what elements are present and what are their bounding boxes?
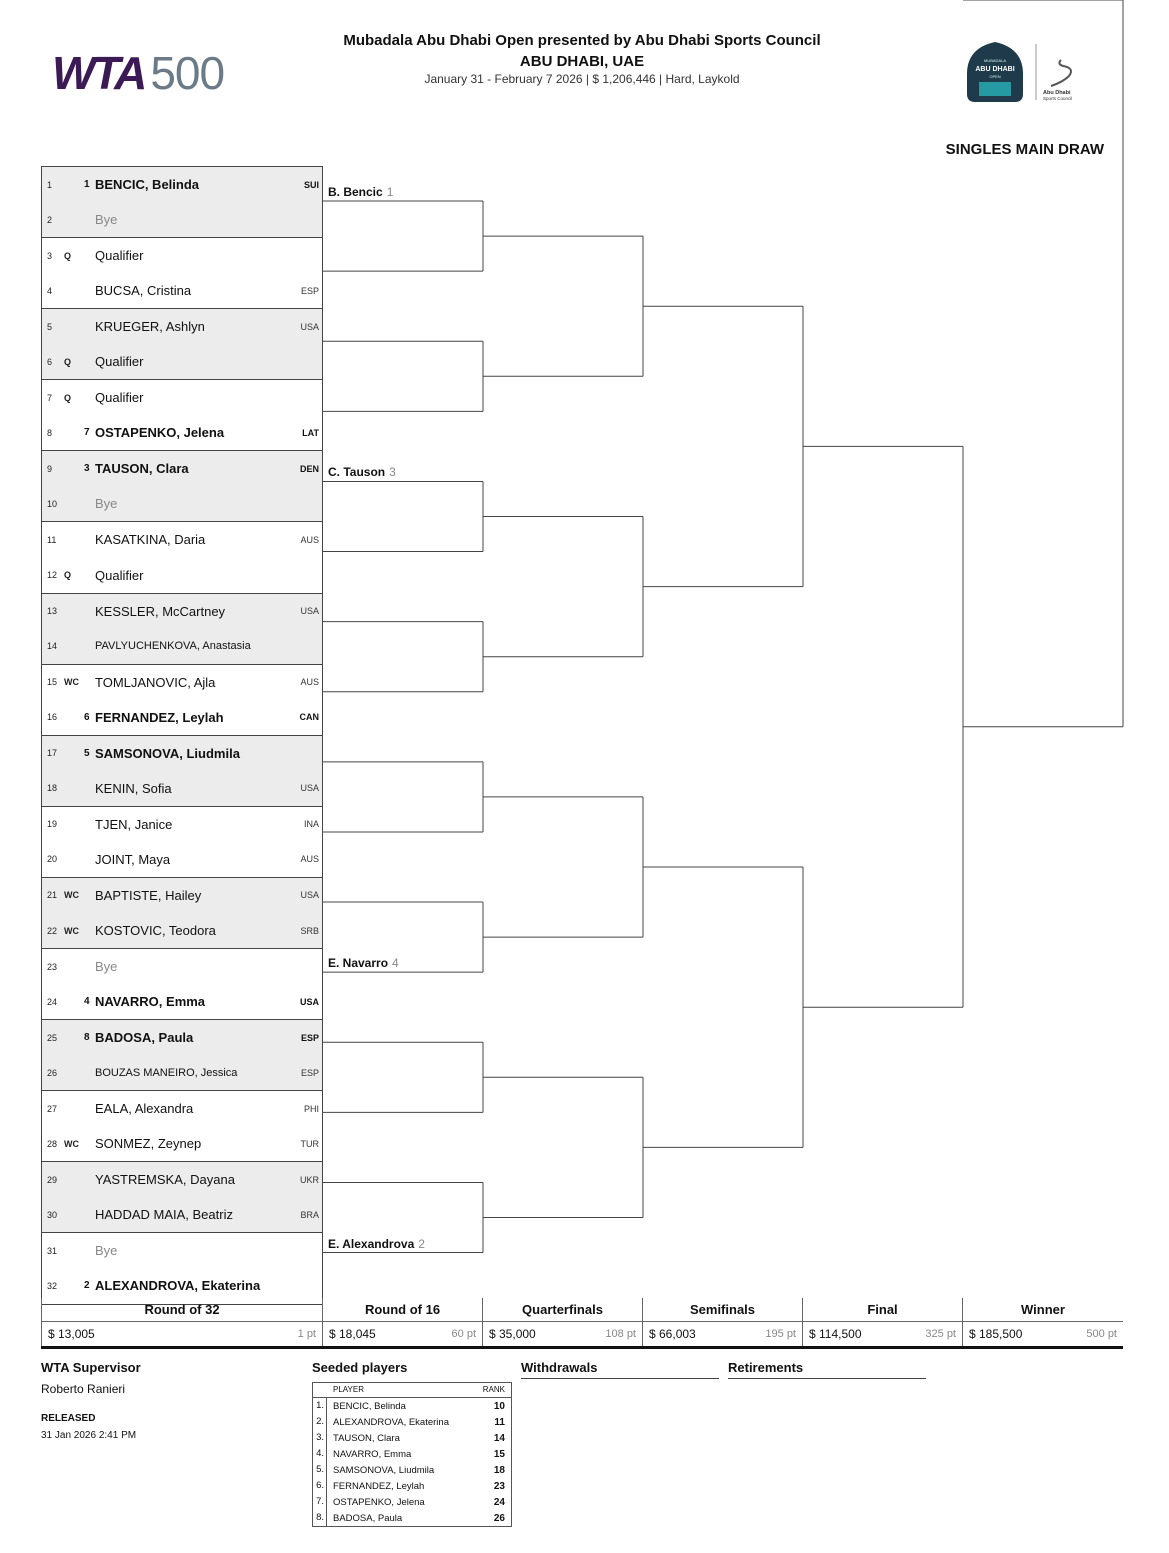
player-name: EALA, Alexandra: [95, 1101, 194, 1117]
player-row: [42, 486, 322, 521]
country-code: TUR: [300, 1138, 319, 1149]
seed-number: 5: [84, 747, 90, 759]
seed-index: 8.: [313, 1510, 327, 1526]
draw-position: 3: [47, 250, 53, 261]
player-name: Bye: [95, 212, 118, 228]
round-prize: $ 66,003: [649, 1327, 696, 1341]
seed-rank: 14: [493, 1432, 505, 1444]
round-points: 1 pt: [297, 1328, 316, 1340]
seed-row: [313, 1462, 511, 1478]
round-label: Quarterfinals: [483, 1298, 642, 1322]
country-code: USA: [300, 321, 319, 332]
round-prize-row: [42, 1322, 322, 1346]
seeds-header: [313, 1383, 511, 1398]
seed-rank: 23: [493, 1480, 505, 1492]
supervisor-label: WTA Supervisor: [41, 1360, 141, 1375]
round-prize-row: [643, 1322, 802, 1346]
seeded-players-table: [312, 1382, 512, 1527]
player-name: FERNANDEZ, Leylah: [95, 709, 224, 725]
advancing-player: [328, 956, 399, 970]
country-code: DEN: [299, 463, 319, 474]
player-name: Bye: [95, 1243, 118, 1259]
seed-number: 2: [84, 1280, 90, 1292]
match-block: [41, 664, 323, 735]
player-row: [42, 594, 322, 629]
country-code: SRB: [300, 925, 319, 936]
player-row: [42, 558, 322, 593]
released-label: RELEASED: [41, 1413, 96, 1424]
advancing-player-name: E. Alexandrova: [328, 1236, 415, 1251]
round-points: 500 pt: [1086, 1328, 1117, 1340]
seed-rank: 26: [493, 1512, 505, 1524]
match-block: [41, 735, 323, 806]
seed-row: [313, 1494, 511, 1510]
match-block: [41, 237, 323, 308]
player-name: TOMLJANOVIC, Ajla: [95, 674, 216, 690]
country-code: USA: [299, 996, 319, 1007]
player-row: [42, 1197, 322, 1232]
draw-position: 19: [47, 819, 58, 830]
draw-position: 2: [47, 214, 53, 225]
draw-position: 12: [47, 570, 58, 581]
round-prize: $ 13,005: [48, 1327, 95, 1341]
player-row: [42, 1055, 322, 1090]
match-block: [41, 877, 323, 948]
player-row: [42, 665, 322, 700]
player-name: BUCSA, Cristina: [95, 283, 192, 299]
seed-row: [313, 1446, 511, 1462]
match-block: [41, 948, 323, 1019]
seed-rank: 10: [493, 1400, 505, 1412]
draw-position: 13: [47, 606, 58, 617]
player-row: [42, 1020, 322, 1055]
seed-number: 8: [84, 1032, 90, 1044]
player-name: SONMEZ, Zeynep: [95, 1136, 202, 1152]
entry-type: WC: [64, 1138, 79, 1149]
draw-position: 20: [47, 854, 58, 865]
round-label: Final: [803, 1298, 962, 1322]
match-block: [41, 1090, 323, 1161]
advancing-player-seed: 4: [392, 956, 399, 971]
player-name: BOUZAS MANEIRO, Jessica: [95, 1066, 238, 1079]
player-row: [42, 1233, 322, 1268]
seed-player-name: BENCIC, Belinda: [333, 1400, 406, 1412]
draw-position: 21: [47, 890, 58, 901]
draw-position: 7: [47, 392, 53, 403]
seed-rank: 11: [494, 1416, 505, 1428]
advancing-player: [328, 465, 396, 479]
draw-position: 14: [47, 641, 58, 652]
seed-row: [313, 1414, 511, 1430]
country-code: ESP: [300, 285, 319, 296]
entry-type: WC: [64, 925, 79, 936]
player-name: KOSTOVIC, Teodora: [95, 923, 216, 938]
match-block: [41, 308, 323, 379]
round-label: Round of 32: [42, 1298, 322, 1322]
round-prize-row: [803, 1322, 962, 1346]
draw-position: 16: [47, 712, 58, 723]
country-code: AUS: [300, 534, 319, 545]
retirements-label: Retirements: [728, 1360, 804, 1375]
draw-position: 30: [47, 1209, 58, 1220]
player-name: TAUSON, Clara: [95, 461, 189, 477]
country-code: USA: [300, 606, 319, 617]
player-name: BENCIC, Belinda: [95, 177, 200, 193]
prize-column: [802, 1298, 962, 1346]
country-code: USA: [300, 783, 319, 794]
seeds-header-rank: RANK: [482, 1385, 505, 1394]
country-code: INA: [303, 819, 319, 830]
country-code: LAT: [302, 427, 319, 438]
draw-title: SINGLES MAIN DRAW: [945, 141, 1104, 158]
player-name: Qualifier: [95, 354, 144, 370]
draw-position: 24: [47, 996, 58, 1007]
match-block: [41, 593, 323, 664]
player-row: [42, 344, 322, 379]
draw-position: 5: [47, 321, 53, 332]
country-code: AUS: [300, 677, 319, 688]
player-name: KASATKINA, Daria: [95, 532, 206, 548]
released-time: 31 Jan 2026 2:41 PM: [41, 1430, 137, 1441]
draw-position: 25: [47, 1032, 58, 1043]
abu-dhabi-open-logo: [963, 38, 1083, 104]
player-row: [42, 1162, 322, 1197]
round-prize: $ 18,045: [329, 1327, 376, 1341]
draw-position: 31: [47, 1245, 58, 1256]
draw-position: 27: [47, 1103, 58, 1114]
player-name: Bye: [95, 959, 118, 975]
seed-rank: 24: [493, 1496, 505, 1508]
player-name: Qualifier: [95, 248, 144, 264]
country-code: PHI: [303, 1103, 319, 1114]
seed-number: 4: [84, 996, 90, 1008]
tournament-header: [340, 32, 824, 86]
round-label: Semifinals: [643, 1298, 802, 1322]
player-name: ALEXANDROVA, Ekaterina: [95, 1278, 261, 1294]
player-row: [42, 629, 322, 664]
player-row: [42, 309, 322, 344]
seeded-players-label: Seeded players: [312, 1360, 408, 1375]
player-row: [42, 771, 322, 806]
entry-type: Q: [64, 392, 72, 403]
country-code: CAN: [299, 712, 319, 723]
draw-position: 29: [47, 1174, 58, 1185]
match-block: [41, 521, 323, 592]
tournament-details: January 31 - February 7 2026 | $ 1,206,446 | Hard, Laykold: [424, 72, 740, 86]
player-row: [42, 807, 322, 842]
withdrawals-label: Withdrawals: [521, 1360, 598, 1375]
draw-position: 10: [47, 498, 58, 509]
player-name: KESSLER, McCartney: [95, 603, 226, 619]
seeds-header-player: PLAYER: [333, 1385, 364, 1394]
seed-row: [313, 1398, 511, 1414]
player-name: Qualifier: [95, 567, 144, 583]
round-points: 325 pt: [925, 1328, 956, 1340]
round-label: Winner: [963, 1298, 1123, 1322]
tournament-level: 500: [150, 47, 225, 99]
country-code: BRA: [300, 1209, 319, 1220]
advancing-player: [328, 1237, 425, 1251]
seed-player-name: TAUSON, Clara: [333, 1432, 400, 1444]
player-name: Qualifier: [95, 390, 144, 406]
draw-position: 1: [47, 179, 53, 190]
round-prize-row: [483, 1322, 642, 1346]
round-prize: $ 35,000: [489, 1327, 536, 1341]
prize-column: [482, 1298, 642, 1346]
seed-index: 1.: [313, 1398, 327, 1414]
player-name: KRUEGER, Ashlyn: [95, 319, 205, 335]
advancing-player-seed: 3: [389, 465, 396, 480]
draw-position: 26: [47, 1067, 58, 1078]
draw-position: 6: [47, 356, 53, 367]
seed-player-name: NAVARRO, Emma: [333, 1448, 412, 1460]
seed-number: 1: [84, 179, 90, 191]
prize-column: [642, 1298, 802, 1346]
player-row: [42, 238, 322, 273]
match-block: [41, 166, 323, 237]
seed-index: 3.: [313, 1430, 327, 1446]
seed-index: 4.: [313, 1446, 327, 1462]
player-name: Bye: [95, 496, 118, 512]
match-block: [41, 1232, 323, 1304]
country-code: ESP: [300, 1067, 319, 1078]
player-name: BAPTISTE, Hailey: [95, 887, 202, 903]
player-row: [42, 878, 322, 913]
seed-number: 6: [84, 711, 90, 723]
player-row: [42, 1091, 322, 1126]
player-row: [42, 167, 322, 202]
player-name: JOINT, Maya: [95, 851, 171, 867]
round-points: 60 pt: [451, 1328, 476, 1340]
player-name: BADOSA, Paula: [95, 1030, 194, 1046]
seed-row: [313, 1510, 511, 1526]
player-row: [42, 913, 322, 948]
seed-index: 5.: [313, 1462, 327, 1478]
prize-money-table: [41, 1298, 1123, 1349]
player-name: OSTAPENKO, Jelena: [95, 425, 225, 441]
round-prize: $ 185,500: [969, 1327, 1023, 1341]
withdrawals-rule: [521, 1378, 719, 1379]
council-logo-line1: Abu Dhabi: [1043, 90, 1071, 96]
player-name: PAVLYUCHENKOVA, Anastasia: [95, 640, 251, 653]
player-name: NAVARRO, Emma: [95, 994, 206, 1010]
country-code: AUS: [300, 854, 319, 865]
player-name: YASTREMSKA, Dayana: [95, 1172, 235, 1188]
advancing-player-name: E. Navarro: [328, 956, 389, 971]
prize-column: [322, 1298, 482, 1346]
match-block: [41, 1019, 323, 1090]
seed-row: [313, 1430, 511, 1446]
player-list: [41, 166, 323, 1305]
seed-row: [313, 1478, 511, 1494]
seed-player-name: BADOSA, Paula: [333, 1512, 403, 1524]
advancing-player-name: C. Tauson: [328, 465, 386, 480]
seed-number: 3: [84, 463, 90, 475]
seed-rank: 18: [493, 1464, 505, 1476]
supervisor-name: Roberto Ranieri: [41, 1382, 126, 1396]
seed-index: 2.: [313, 1414, 327, 1430]
draw-position: 9: [47, 463, 53, 474]
draw-position: 23: [47, 961, 58, 972]
seed-player-name: ALEXANDROVA, Ekaterina: [333, 1416, 449, 1428]
player-row: [42, 700, 322, 735]
player-name: TJEN, Janice: [95, 816, 173, 832]
advancing-player-name: B. Bencic: [328, 185, 383, 200]
player-row: [42, 949, 322, 984]
round-prize-row: [323, 1322, 482, 1346]
match-block: [41, 1161, 323, 1232]
player-row: [42, 202, 322, 237]
country-code: SUI: [303, 179, 319, 190]
draw-position: 22: [47, 925, 58, 936]
seed-index: 6.: [313, 1478, 327, 1494]
player-row: [42, 842, 322, 877]
player-row: [42, 1126, 322, 1161]
entry-type: WC: [64, 677, 79, 688]
round-prize: $ 114,500: [809, 1327, 862, 1341]
draw-position: 18: [47, 783, 58, 794]
round-points: 108 pt: [605, 1328, 636, 1340]
seed-player-name: FERNANDEZ, Leylah: [333, 1480, 425, 1492]
seed-index: 7.: [313, 1494, 327, 1510]
entry-type: Q: [64, 250, 72, 261]
wta-500-logo: [52, 46, 225, 99]
seed-player-name: OSTAPENKO, Jelena: [333, 1496, 425, 1508]
country-code: UKR: [299, 1174, 319, 1185]
entry-type: Q: [64, 356, 72, 367]
prize-column: [41, 1298, 322, 1346]
player-row: [42, 380, 322, 415]
tournament-location: ABU DHABI, UAE: [519, 53, 645, 70]
country-code: ESP: [300, 1032, 319, 1043]
player-row: [42, 273, 322, 308]
draw-position: 8: [47, 427, 53, 438]
advancing-player-seed: 1: [386, 185, 394, 200]
sponsor-logo-line1: MUBADALA: [983, 58, 1007, 63]
seed-number: 7: [84, 427, 90, 439]
council-logo-line2: Sports Council: [1043, 96, 1073, 101]
advancing-player: [328, 185, 393, 199]
seed-rank: 15: [493, 1448, 505, 1460]
wta-logo-text: WTA: [52, 47, 145, 99]
sponsor-logo-line2: ABU DHABI: [975, 66, 1015, 73]
draw-position: 17: [47, 748, 58, 759]
round-points: 195 pt: [765, 1328, 796, 1340]
sponsor-logo-line3: OPEN: [989, 74, 1001, 79]
round-label: Round of 16: [323, 1298, 482, 1322]
match-block: [41, 450, 323, 521]
draw-position: 28: [47, 1138, 58, 1149]
country-code: USA: [300, 890, 319, 901]
player-row: [42, 522, 322, 557]
match-block: [41, 806, 323, 877]
player-name: KENIN, Sofia: [95, 780, 172, 796]
match-block: [41, 379, 323, 450]
player-row: [42, 736, 322, 771]
entry-type: WC: [64, 890, 79, 901]
draw-position: 4: [47, 285, 53, 296]
retirements-rule: [728, 1378, 926, 1379]
player-name: SAMSONOVA, Liudmila: [95, 745, 240, 761]
tournament-title: Mubadala Abu Dhabi Open presented by Abu Dhabi Sports Council: [343, 32, 821, 49]
seed-player-name: SAMSONOVA, Liudmila: [333, 1464, 435, 1476]
draw-position: 32: [47, 1280, 58, 1291]
player-row: [42, 451, 322, 486]
draw-position: 11: [47, 534, 57, 545]
prize-column: [962, 1298, 1123, 1346]
player-name: HADDAD MAIA, Beatriz: [95, 1207, 233, 1223]
player-row: [42, 415, 322, 450]
round-prize-row: [963, 1322, 1123, 1346]
draw-position: 15: [47, 677, 58, 688]
entry-type: Q: [64, 570, 72, 581]
player-row: [42, 984, 322, 1019]
advancing-player-seed: 2: [418, 1236, 425, 1251]
